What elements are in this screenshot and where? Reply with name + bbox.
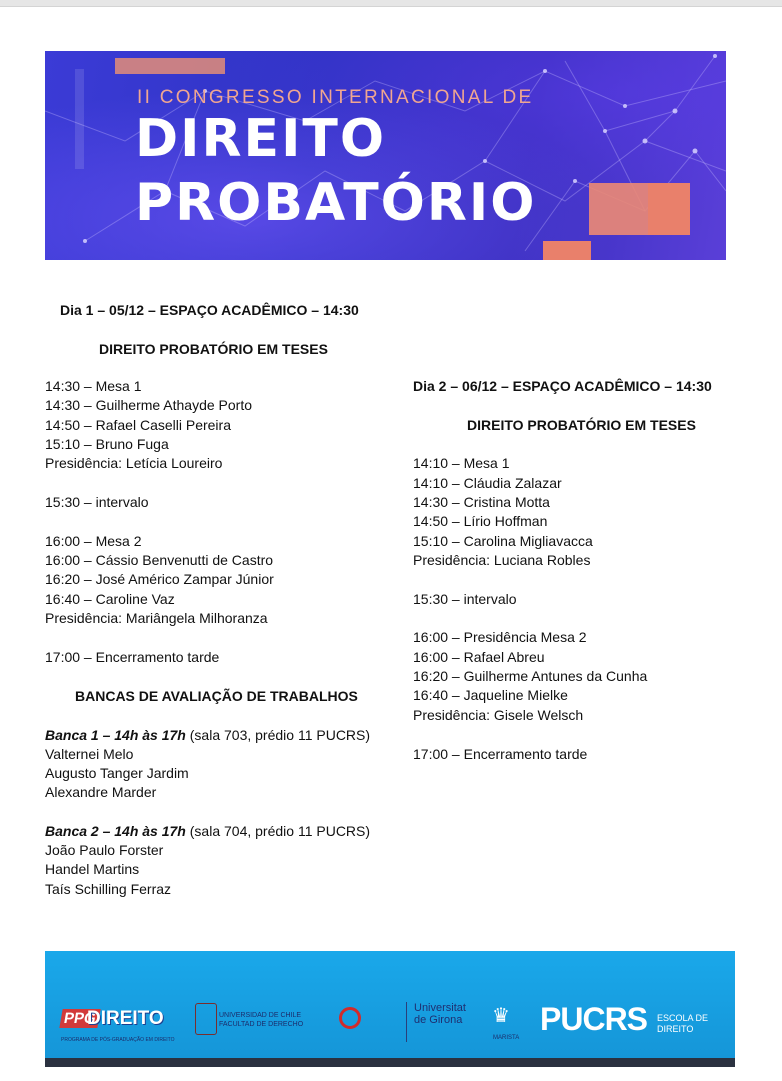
day2-item: 17:00 – Encerramento tarde: [413, 746, 588, 762]
day1-subheading: DIREITO PROBATÓRIO EM TESES: [99, 341, 328, 357]
day2-item: 14:30 – Cristina Motta: [413, 494, 550, 510]
pucrs-logo: PUCRS: [540, 1001, 648, 1037]
accent-block: [543, 241, 591, 260]
logo-divider: [406, 1002, 407, 1042]
day1-item: 17:00 – Encerramento tarde: [45, 649, 220, 665]
congress-banner: [45, 51, 726, 260]
banca1-member: Augusto Tanger Jardim: [45, 765, 189, 781]
bancas-heading: BANCAS DE AVALIAÇÃO DE TRABALHOS: [75, 688, 358, 704]
day2-item: 16:40 – Jaqueline Mielke: [413, 687, 568, 703]
banner-title-line1: DIREITO: [135, 109, 387, 169]
uchile-faculty: FACULTAD DE DERECHO: [219, 1021, 304, 1028]
girona-line1: Universitat: [414, 1002, 466, 1014]
day2-item: 15:30 – intervalo: [413, 591, 517, 607]
uchile-crest-icon: [195, 1003, 217, 1035]
banner-subtitle: II CONGRESSO INTERNACIONAL DE: [137, 87, 534, 108]
ppg-subtitle: PROGRAMA DE PÓS-GRADUAÇÃO EM DIREITO: [61, 1037, 175, 1043]
banca1-label: Banca 1 – 14h às 17h: [45, 727, 186, 743]
escola-line1: ESCOLA DE: [657, 1013, 709, 1023]
banca2-label: Banca 2 – 14h às 17h: [45, 823, 186, 839]
day1-item: 14:30 – Guilherme Athayde Porto: [45, 397, 253, 413]
banca1-detail: (sala 703, prédio 11 PUCRS): [185, 727, 371, 743]
banner-title-line2: PROBATÓRIO: [135, 173, 537, 233]
day2-item: Presidência: Luciana Robles: [413, 552, 591, 568]
day1-item: 16:40 – Caroline Vaz: [45, 591, 175, 607]
spiral-logo-icon: [339, 1007, 361, 1029]
day2-subheading: DIREITO PROBATÓRIO EM TESES: [467, 417, 696, 433]
day2-item: 15:10 – Carolina Migliavacca: [413, 533, 593, 549]
banca2-detail: (sala 704, prédio 11 PUCRS): [185, 823, 371, 839]
banca2-line: [45, 822, 370, 841]
marista-emblem-icon: ♛: [492, 1003, 510, 1027]
ppg-logo-mark: PPG: [59, 1009, 100, 1028]
banca1-member: Valternei Melo: [45, 746, 134, 762]
day2-item: 14:10 – Cláudia Zalazar: [413, 475, 562, 491]
day2-item: 16:20 – Guilherme Antunes da Cunha: [413, 668, 648, 684]
banca2-member: Handel Martins: [45, 861, 140, 877]
day2-item: 14:50 – Lírio Hoffman: [413, 513, 548, 529]
ppg-direito-logo: DIREITO: [87, 1008, 164, 1029]
footer-bottom-bar: [45, 1058, 735, 1067]
top-edge: [0, 0, 782, 7]
sponsor-footer: [45, 951, 735, 1058]
day1-item: 14:30 – Mesa 1: [45, 378, 142, 394]
day2-item: 16:00 – Presidência Mesa 2: [413, 629, 587, 645]
banca1-member: Alexandre Marder: [45, 784, 157, 800]
banca2-member: João Paulo Forster: [45, 842, 164, 858]
girona-line2: de Girona: [414, 1014, 463, 1026]
escola-line2: DIREITO: [657, 1024, 694, 1034]
accent-block: [648, 183, 690, 235]
banca2-member: Taís Schilling Ferraz: [45, 881, 172, 897]
day1-item: 16:00 – Cássio Benvenutti de Castro: [45, 552, 274, 568]
day1-item: 16:20 – José Américo Zampar Júnior: [45, 571, 274, 587]
day1-heading: Dia 1 – 05/12 – ESPAÇO ACADÊMICO – 14:30: [60, 302, 359, 318]
accent-block: [589, 183, 649, 235]
banca1-line: [45, 726, 370, 745]
day1-item: 15:30 – intervalo: [45, 494, 149, 510]
day1-item: 16:00 – Mesa 2: [45, 533, 142, 549]
day2-item: Presidência: Gisele Welsch: [413, 707, 584, 723]
accent-block: [115, 58, 225, 74]
day2-item: 16:00 – Rafael Abreu: [413, 649, 545, 665]
day2-item: 14:10 – Mesa 1: [413, 455, 510, 471]
escola-direito-logo: [657, 1013, 708, 1035]
day1-item: 15:10 – Bruno Fuga: [45, 436, 169, 452]
day2-heading: Dia 2 – 06/12 – ESPAÇO ACADÊMICO – 14:30: [413, 378, 712, 394]
uchile-name: UNIVERSIDAD DE CHILE: [219, 1012, 302, 1019]
girona-logo: [414, 1002, 466, 1026]
day1-item: Presidência: Letícia Loureiro: [45, 455, 223, 471]
day1-item: Presidência: Mariângela Milhoranza: [45, 610, 268, 626]
marista-label: MARISTA: [493, 1035, 520, 1041]
day1-item: 14:50 – Rafael Caselli Pereira: [45, 417, 231, 433]
uchile-logo: [219, 1011, 303, 1029]
